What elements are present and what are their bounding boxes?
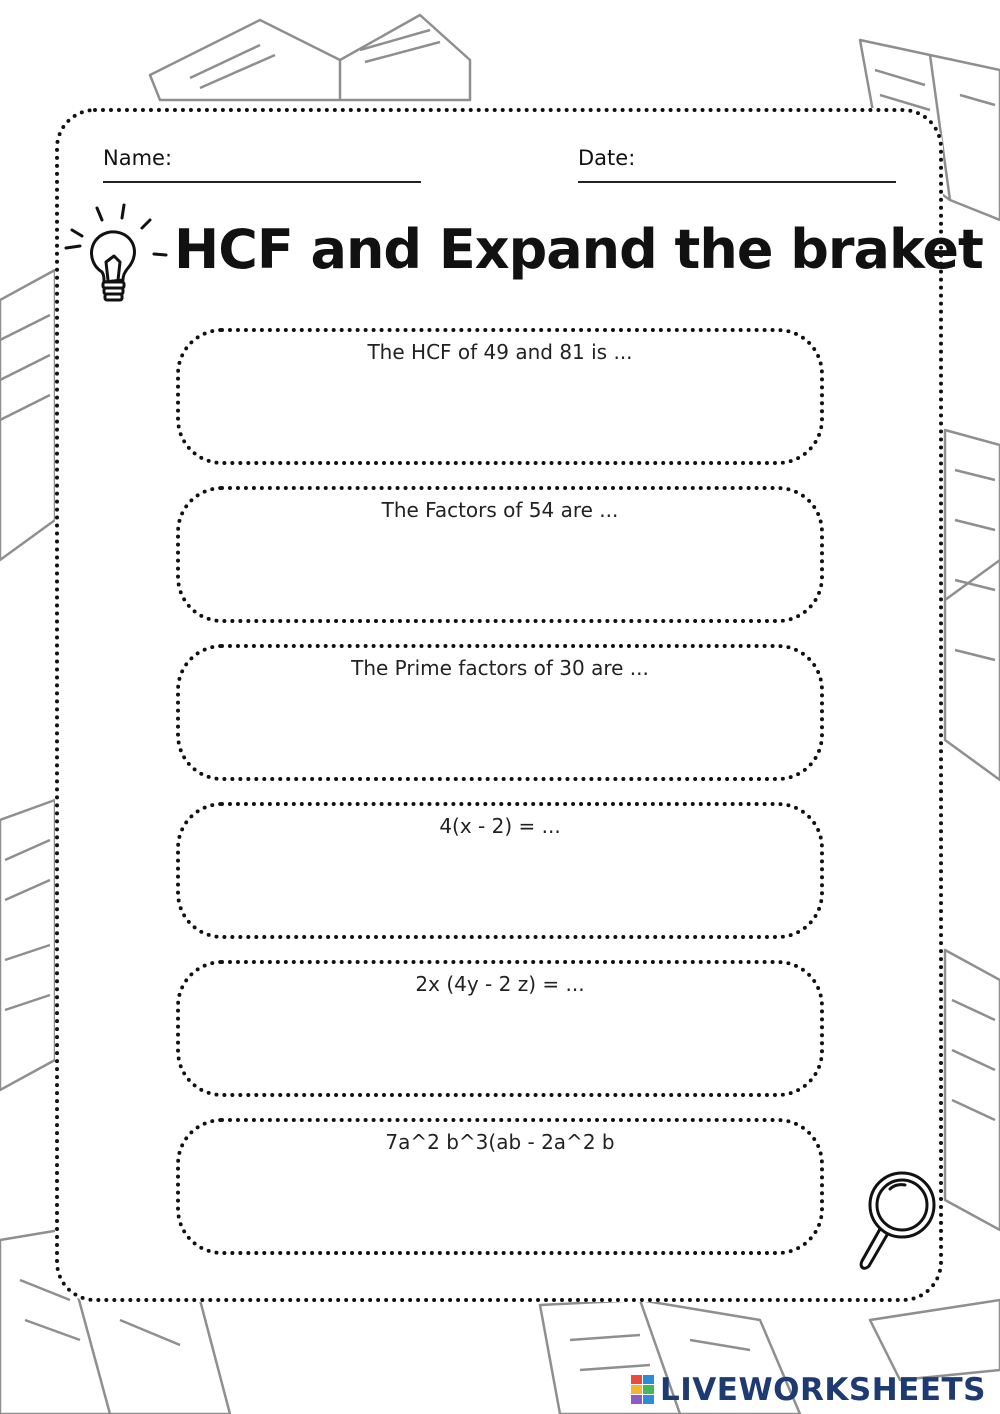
open-book-icon (0, 800, 55, 1090)
worksheet-title: HCF and Expand the braket (174, 218, 983, 281)
brand-blocks-icon (630, 1373, 656, 1407)
question-box (176, 960, 824, 1097)
answer-area[interactable] (220, 1166, 780, 1237)
answer-area[interactable] (220, 1008, 780, 1079)
answer-area[interactable] (220, 534, 780, 605)
question-box (176, 802, 824, 939)
question-text: 2x (4y - 2 z) = ... (415, 972, 585, 996)
question-text: 7a^2 b^3(ab - 2a^2 b (385, 1130, 615, 1154)
question-text: The Prime factors of 30 are ... (351, 656, 649, 680)
date-field[interactable] (578, 181, 896, 183)
question-box (176, 328, 824, 465)
question-box (176, 644, 824, 781)
answer-area[interactable] (220, 850, 780, 921)
brand-name: LIVEWORKSHEETS (660, 1372, 986, 1408)
name-field[interactable] (103, 181, 421, 183)
liveworksheets-logo (630, 1372, 986, 1408)
lightbulb-icon (62, 200, 172, 308)
open-book-icon (945, 950, 1000, 1230)
magnifying-glass-icon (850, 1165, 945, 1275)
answer-area[interactable] (220, 692, 780, 763)
question-text: 4(x - 2) = ... (439, 814, 561, 838)
name-label: Name: (103, 146, 173, 170)
question-text: The HCF of 49 and 81 is ... (367, 340, 633, 364)
question-box (176, 486, 824, 623)
question-text: The Factors of 54 are ... (381, 498, 619, 522)
date-label: Date: (578, 146, 636, 170)
open-book-icon (945, 430, 1000, 780)
answer-area[interactable] (220, 376, 780, 447)
question-box (176, 1118, 824, 1255)
open-book-icon (150, 15, 470, 100)
open-book-icon (0, 270, 55, 560)
open-book-icon (870, 1300, 1000, 1380)
